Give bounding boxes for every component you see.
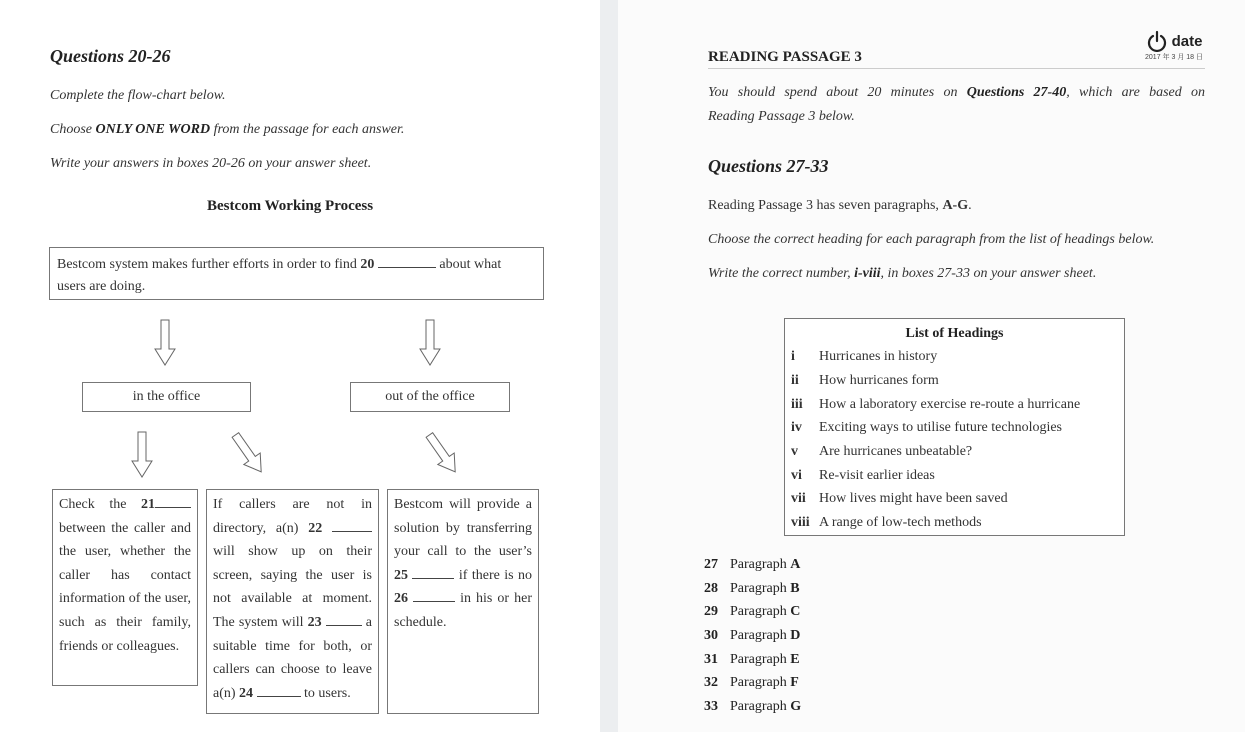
question-item: 30 Paragraph D [704,628,801,643]
heading-item: vi Re-visit earlier ideas [791,468,935,483]
heading-item: viii A range of low-tech methods [791,515,982,530]
heading-item: i Hurricanes in history [791,349,938,364]
logo-date: 2017 年 3 月 18 日 [1145,54,1203,61]
reading-passage-title: READING PASSAGE 3 [708,49,862,65]
question-item: 31 Paragraph E [704,652,800,667]
top-box [49,247,544,300]
paragraphs-info: Reading Passage 3 has seven paragraphs, A-G. [708,198,972,213]
instruction-choose: Choose ONLY ONE WORD from the passage for each answer. [50,122,405,137]
choose-heading-instruction: Choose the correct heading for each paragraph from the list of headings below. [708,232,1155,247]
heading-item: ii How hurricanes form [791,373,939,388]
instruction-write: Write your answers in boxes 20-26 on your answer sheet. [50,156,372,171]
list-of-headings [784,318,1125,536]
left-page [0,0,600,732]
diagonal-arrow-icon [422,430,462,476]
down-arrow-icon [418,319,442,367]
list-of-headings-title: List of Headings [905,326,1004,341]
logo-word: date [1171,32,1203,50]
heading-item: v Are hurricanes unbeatable? [791,444,973,459]
heading-item: iv Exciting ways to utilise future technologies [791,420,1063,435]
down-arrow-icon [130,431,154,479]
directory-box-text: If callers are not in directory, a(n) 22 will show up on their screen, saying the user is not available at moment. The system will 23 a suitable time for both, or callers can choose to leave a(n) 24 to users. [213,497,373,701]
time-instruction: You should spend about 20 minutes on Questions 27-40, which are based on [708,85,1206,100]
heading-item: vii How lives might have been saved [791,491,1008,506]
in-office-box [82,382,251,412]
question-item: 27 Paragraph A [704,557,801,572]
top-box-line2: users are doing. [57,279,146,294]
title-rule [708,68,1205,69]
question-item: 33 Paragraph G [704,699,802,714]
transfer-box-text: Bestcom will provide a solution by transferring your call to the user’s 25 if there is no 26 in his or her schedule. [394,497,533,630]
question-item: 32 Paragraph F [704,675,799,690]
top-box-line1: Bestcom system makes further efforts in order to find 20 about what [57,257,502,272]
down-arrow-icon [153,319,177,367]
flowchart-title: Bestcom Working Process [207,198,374,214]
question-item: 28 Paragraph B [704,581,800,596]
diagonal-arrow-icon [228,430,268,476]
power-icon [1146,30,1168,52]
question-item: 29 Paragraph C [704,604,801,619]
questions-27-33-heading: Questions 27-33 [708,156,829,176]
instruction-complete: Complete the flow-chart below. [50,88,226,103]
date-logo [1145,30,1203,62]
out-office-label: out of the office [385,389,475,404]
questions-20-26-heading: Questions 20-26 [50,46,171,66]
write-number-instruction: Write the correct number, i-viii, in boxes 27-33 on your answer sheet. [708,266,1097,281]
check-box-text: Check the 21 between the caller and the user, whether the caller has contact information of the user, such as their family, friends or colleagues. [59,497,191,654]
heading-item: iii How a laboratory exercise re-route a hurricane [791,397,1081,412]
logo-mark [1145,30,1203,52]
out-office-box [350,382,510,412]
right-page [618,0,1245,732]
time-instruction-line2: Reading Passage 3 below. [708,109,855,124]
in-office-label: in the office [132,389,201,404]
